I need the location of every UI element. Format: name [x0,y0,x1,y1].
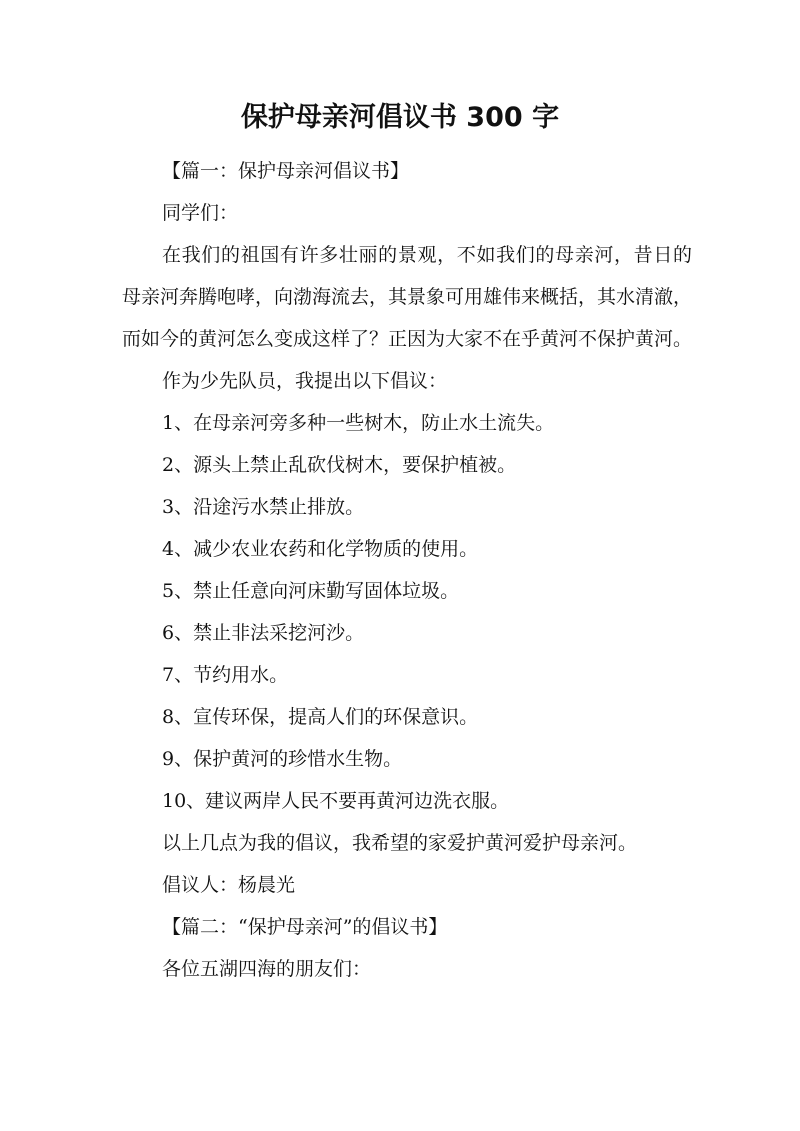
paragraph-proposal: 作为少先队员，我提出以下倡议： [162,370,448,392]
document-title: 保护母亲河倡议书 300 字 [240,102,560,133]
paragraph-conclusion: 以上几点为我的倡议，我希望的家爱护黄河爱护母亲河。 [162,832,638,854]
list-item: 1、在母亲河旁多种一些树木，防止水土流失。 [162,412,555,434]
document-body [122,150,692,990]
list-item: 8、宣传环保，提高人们的环保意识。 [162,706,479,728]
salutation: 各位五湖四海的朋友们： [162,958,372,980]
salutation: 同学们： [162,202,239,224]
list-item: 9、保护黄河的珍惜水生物。 [162,748,403,770]
signature-line: 倡议人：杨晨光 [162,874,296,896]
list-item: 10、建议两岸人民不要再黄河边洗衣服。 [162,790,510,812]
section-heading: 【篇二：“保护母亲河”的倡议书】 [162,916,448,938]
list-item: 7、节约用水。 [162,664,289,686]
list-item: 4、减少农业农药和化学物质的使用。 [162,538,479,560]
list-item: 2、源头上禁止乱砍伐树木，要保护植被。 [162,454,517,476]
list-item: 6、禁止非法采挖河沙。 [162,622,365,644]
paragraph-intro: 在我们的祖国有许多壮丽的景观，不如我们的母亲河，昔日的母亲河奔腾咆哮，向渤海流去，其景象可用雄伟来概括，其水清澈，而如今的黄河怎么变成这样了？正因为大家不在乎黄河不保护黄河。 [122,244,693,350]
list-item: 5、禁止任意向河床勤写固体垃圾。 [162,580,460,602]
list-item: 3、沿途污水禁止排放。 [162,496,365,518]
section-heading: 【篇一：保护母亲河倡议书】 [162,160,410,182]
